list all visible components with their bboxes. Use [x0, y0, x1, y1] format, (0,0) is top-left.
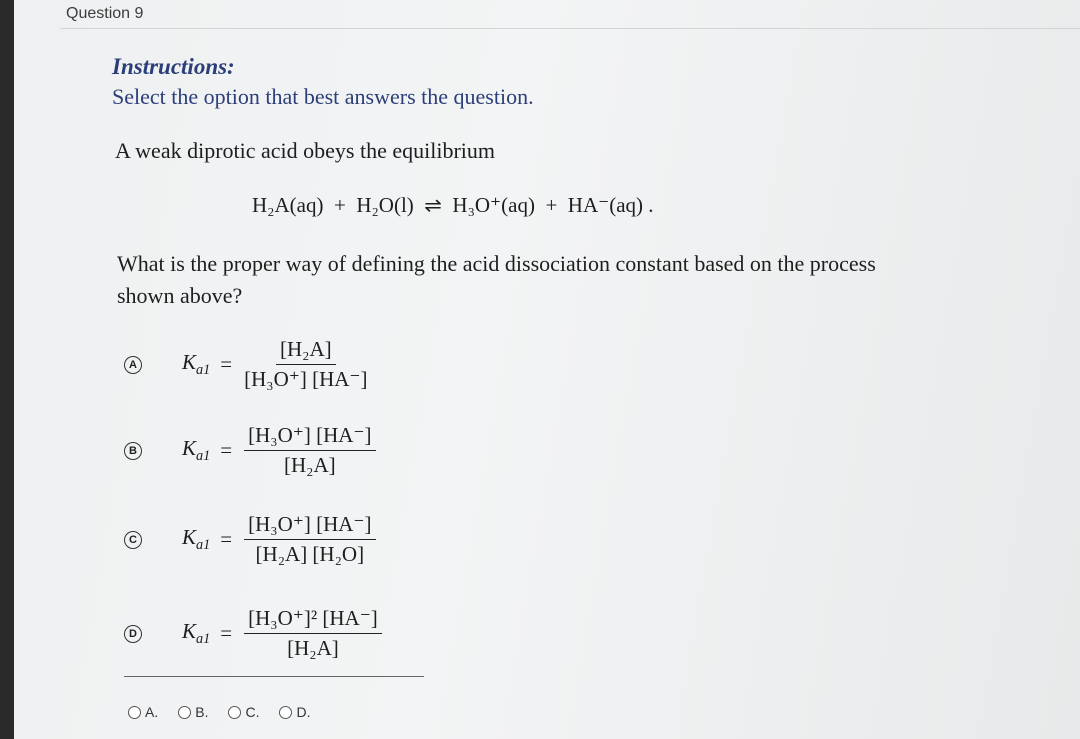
option-c-numerator: [H₃O⁺] [HA⁻] [244, 512, 375, 540]
radio-a[interactable] [128, 706, 141, 719]
equals-sign: = [220, 621, 233, 645]
product-hydronium: H₃O⁺(aq) [452, 193, 535, 217]
option-b-k: $K_{a1}$ [182, 435, 211, 465]
option-d-fraction [244, 606, 382, 661]
question-prompt: What is the proper way of defining the acid dissociation constant based on the process shown above? [117, 251, 876, 308]
option-d-denominator: [H₂A] [287, 636, 339, 660]
option-c-k: $K_{a1}$ [182, 524, 211, 554]
option-d-numerator: [H₃O⁺]² [HA⁻] [244, 606, 382, 634]
equals-sign: = [220, 438, 233, 462]
answer-choices [128, 704, 310, 720]
option-d-k: $K_{a1}$ [182, 618, 211, 648]
option-b-fraction [244, 423, 375, 478]
answer-choice-d[interactable] [279, 704, 310, 720]
equation-period: . [648, 193, 654, 217]
answer-label-c: C. [245, 704, 260, 720]
reactant-h2a: H₂A(aq) [252, 193, 324, 217]
answer-label-d: D. [296, 704, 311, 720]
option-d [124, 606, 382, 661]
option-b [124, 423, 376, 478]
instructions-title: Instructions: [112, 54, 235, 79]
option-b-numerator: [H₃O⁺] [HA⁻] [244, 423, 375, 451]
option-a-numerator: [H₂A] [276, 337, 336, 365]
option-a-letter-icon: A [124, 356, 142, 374]
option-a-k: $K_{a1}$ [182, 349, 211, 379]
equals-sign: = [220, 352, 233, 376]
option-a [124, 337, 368, 392]
equilibrium-equation [252, 193, 654, 218]
answer-choice-c[interactable] [228, 704, 259, 720]
option-a-fraction [244, 337, 367, 392]
equals-sign: = [220, 527, 233, 551]
answer-label-b: B. [195, 704, 209, 720]
answer-choice-a[interactable] [128, 704, 158, 720]
option-d-letter-icon: D [124, 625, 142, 643]
option-c-denominator: [H₂A] [H₂O] [255, 542, 365, 566]
option-b-denominator: [H₂A] [283, 453, 336, 477]
plus-sign: + [333, 193, 346, 217]
option-b-letter-icon: B [124, 442, 142, 460]
header-divider [60, 28, 1080, 29]
screen-edge [0, 0, 14, 739]
question-stem: A weak diprotic acid obeys the equilibrium [115, 138, 496, 163]
plus-sign: + [545, 193, 558, 217]
answer-choice-b[interactable] [178, 704, 208, 720]
radio-b[interactable] [178, 706, 191, 719]
option-c [124, 512, 376, 567]
option-c-letter-icon: C [124, 531, 142, 549]
reactant-water: H₂O(l) [356, 193, 414, 217]
radio-c[interactable] [228, 706, 241, 719]
answer-label-a: A. [145, 704, 159, 720]
instructions-text: Select the option that best answers the question. [112, 84, 534, 109]
equilibrium-arrow: ⇌ [424, 193, 442, 217]
option-c-fraction [244, 512, 375, 567]
product-ha-ion: HA⁻(aq) [567, 193, 644, 217]
radio-d[interactable] [279, 706, 292, 719]
options-divider [124, 676, 424, 677]
question-number: Question 9 [66, 5, 144, 22]
option-a-denominator: [H₃O⁺] [HA⁻] [244, 367, 368, 391]
